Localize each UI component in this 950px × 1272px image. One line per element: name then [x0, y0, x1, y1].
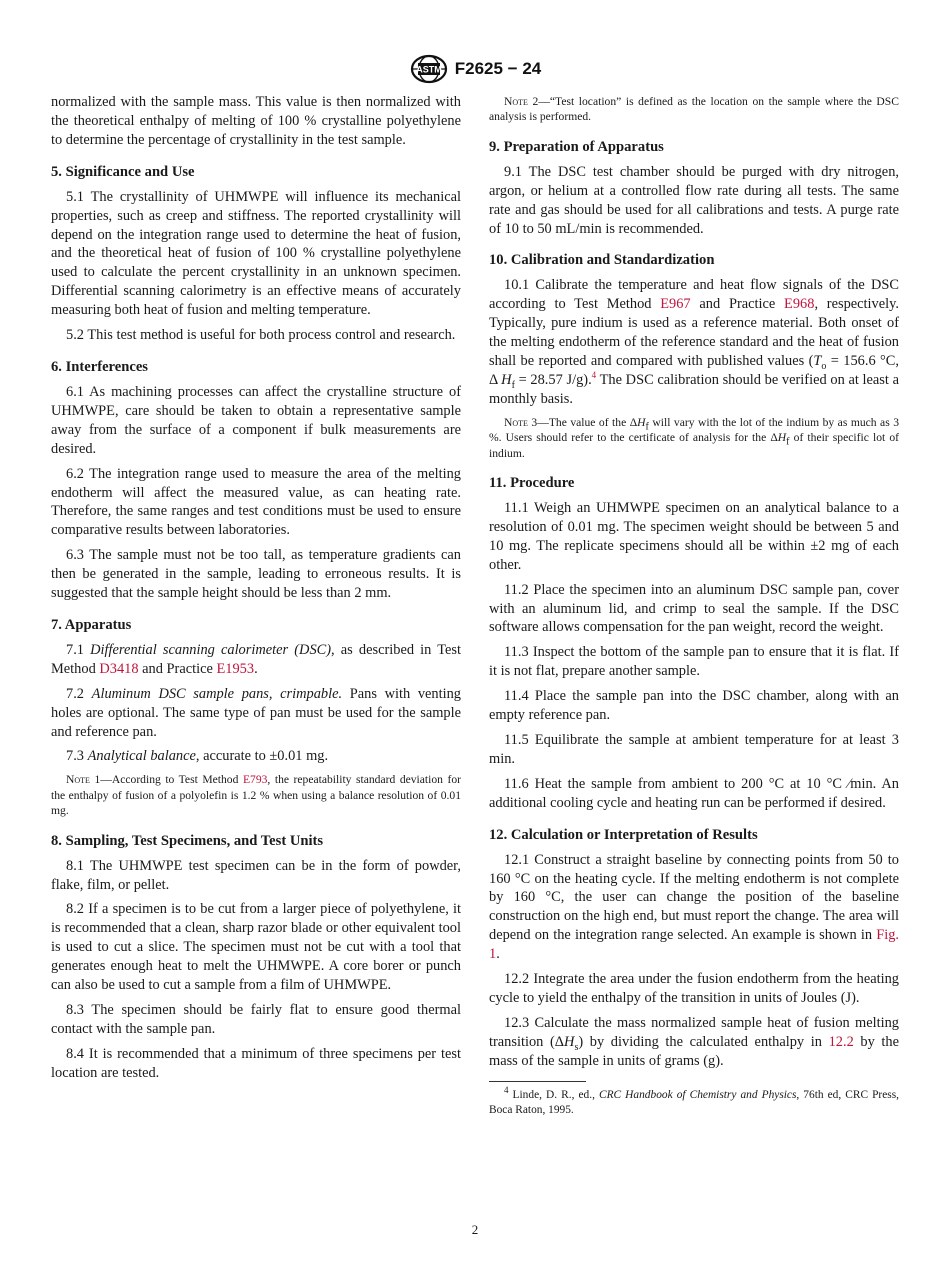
- intro-paragraph: normalized with the sample mass. This value is then normalized with the theoretical enthalpy of melting of 100 % crystalline polyethylene to determine the percentage of crystallinity in the test sample.: [51, 94, 461, 148]
- note-2: Note 2—“Test location” is defined as the location on the sample where the DSC analysis is performed.: [489, 95, 899, 124]
- astm-logo-icon: [409, 54, 449, 84]
- paragraph-8-4: 8.4 It is recommended that a minimum of three specimens per test location are tested.: [51, 1045, 461, 1081]
- paragraph-5-2: 5.2 This test method is useful for both process control and research.: [66, 327, 456, 344]
- paragraph-11-3: 11.3 Inspect the bottom of the sample pan to ensure that it is flat. If it is not flat, prepare another sample.: [489, 644, 899, 680]
- ref-e967-link[interactable]: E967: [660, 296, 691, 313]
- footnote-4: $^4$ Linde, D. R., ed., CRC Handbook of Chemistry and Physics, 76th ed, CRC Press, Boca Raton, 1995.: [489, 1084, 899, 1116]
- paragraph-6-2: 6.2 The integration range used to measure the area of the melting endotherm will affect the measured value, as can heating rate. Therefore, the same ranges and test conditions must be used to ensure comparative results between laboratories.: [51, 465, 461, 539]
- paragraph-10-1: 10.1 Calibrate the temperature and heat flow signals of the DSC according to Test Method E967 and Practice E968, respectively. Typically, pure indium is used as a reference material. Both onset of the melting endotherm of the reference standard and the heat of fusion shall be reported and compared with published values ($T_o = 156.6$ °C, Δ $H_f = 28.57$ J/g).$^4$ The DSC calibration should be verified on at least a monthly basis.: [489, 277, 899, 407]
- section-12-heading: 12. Calculation or Interpretation of Results: [489, 826, 758, 843]
- paragraph-11-1: 11.1 Weigh an UHMWPE specimen on an analytical balance to a resolution of 0.01 mg. The specimen weight should be between 5 and 10 mg. The replicate specimens should all be within ±2 mg of each other.: [489, 500, 899, 573]
- paragraph-5-1: 5.1 The crystallinity of UHMWPE will influence its mechanical properties, such as creep and stiffness. The reported crystallinity will depend on the integration range used to determine the heat of fusion, and the theoretical heat of fusion of 100 % crystalline polyethylene used to calculate the percent crystallinity in an unknown specimen. Differential scanning calorimetry is an effective means of accurately measuring both heat of fusion and melting temperature.: [51, 188, 461, 319]
- paragraph-9-1: 9.1 The DSC test chamber should be purged with dry nitrogen, argon, or helium at a controlled flow rate during all tests. The same rate and gas should be used for all calibrations and tests. A purge rate of 10 to 50 mL/min is recommended.: [489, 163, 899, 237]
- paragraph-12-3: 12.3 Calculate the mass normalized sample heat of fusion melting transition $(\Delta H_s)$ by dividing the calculated enthalpy in 12.2 by the mass of the sample in units of grams (g).: [489, 1014, 899, 1069]
- paragraph-11-6: 11.6 Heat the sample from ambient to 200 °C at 10 °C ⁄min. An additional cooling cycle and heating run can be performed if desired.: [489, 775, 899, 811]
- footnote-divider: [489, 1081, 586, 1082]
- section-7-heading: 7. Apparatus: [51, 616, 132, 633]
- document-id: F2625 − 24: [454, 59, 542, 78]
- section-10-heading: 10. Calibration and Standardization: [489, 252, 715, 269]
- svg-text:ASTM: ASTM: [416, 64, 442, 75]
- paragraph-11-5: 11.5 Equilibrate the sample at ambient temperature for at least 3 min.: [489, 731, 899, 767]
- page-header: [0, 54, 950, 84]
- left-column: [51, 93, 461, 1089]
- paragraph-11-4: 11.4 Place the sample pan into the DSC chamber, along with an empty reference pan.: [489, 688, 899, 724]
- paragraph-8-2: 8.2 If a specimen is to be cut from a larger piece of polyethylene, it is recommended that a clean, sharp razor blade or other equivalent tool is used to cut a slice. The specimen must not be cut with a tool that generates enough heat to melt the UHMWPE. A core borer or punch can also be used to cut a sample from a film of UHMWPE.: [51, 901, 461, 994]
- paragraph-8-1: 8.1 The UHMWPE test specimen can be in the form of powder, flake, film, or pellet.: [51, 857, 461, 893]
- ref-e968-link[interactable]: E968: [784, 296, 815, 313]
- ref-12-2-link[interactable]: 12.2: [828, 1033, 854, 1050]
- ref-e1953-link[interactable]: E1953: [216, 660, 255, 677]
- paragraph-6-3: 6.3 The sample must not be too tall, as temperature gradients can then be generated in the sample, leading to erroneous results. It is suggested that the sample height should be less than 2 mm.: [51, 547, 461, 602]
- section-5-heading: 5. Significance and Use: [51, 163, 195, 180]
- section-11-heading: 11. Procedure: [489, 475, 575, 491]
- section-8-heading: 8. Sampling, Test Specimens, and Test Units: [51, 832, 324, 849]
- paragraph-8-3: 8.3 The specimen should be fairly flat to ensure good thermal contact with the sample pan.: [51, 1001, 461, 1037]
- footnote-4-link[interactable]: 4: [591, 370, 597, 381]
- note-1: Note 1—According to Test Method E793, the repeatability standard deviation for the enthalpy of fusion of a polyolefin is 1.2 % when using a balance resolution of 0.01 mg.: [51, 773, 462, 818]
- paragraph-11-2: 11.2 Place the specimen into an aluminum DSC sample pan, cover with an aluminum lid, and crimp to seal the sample. If the DSC software allows compensation for the pan weight, record the weight.: [489, 581, 899, 636]
- note-3: Note 3—The value of the $\Delta H_f$ will vary with the lot of the indium by as much as 3 %. Users should refer to the certificate of analysis for the $\Delta H_f$ of their specific lot of indium.: [489, 415, 899, 460]
- ref-d3418-link[interactable]: D3418: [99, 660, 139, 677]
- ref-e793-link[interactable]: E793: [242, 773, 268, 787]
- paragraph-12-1: 12.1 Construct a straight baseline by connecting points from 50 to 160 °C on the heating cycle. If the melting endotherm is not complete by 160 °C, the user can change the position of the baseline construction on the high end, but must report the change. The area will depend on the integration range selected. An example is shown in Fig. 1.: [489, 851, 899, 963]
- paragraph-12-2: 12.2 Integrate the area under the fusion endotherm from the heating cycle to yield the enthalpy of the transition in units of Joules (J).: [489, 971, 899, 1006]
- paragraph-7-2: 7.2 Aluminum DSC sample pans, crimpable. Pans with venting holes are optional. The same type of pan must be used for the sample and reference pan.: [51, 685, 461, 740]
- ref-fig-1-link[interactable]: Fig. 1: [489, 927, 899, 963]
- paragraph-6-1: 6.1 As machining processes can affect the crystalline structure of UHMWPE, care should be taken to obtain a representative sample away from the surface of a component if bulk measurements are desired.: [51, 383, 461, 457]
- right-column: [489, 93, 899, 1118]
- paragraph-7-1: 7.1 Differential scanning calorimeter (DSC), as described in Test Method D3418 and Practice E1953.: [51, 641, 461, 677]
- section-9-heading: 9. Preparation of Apparatus: [489, 138, 664, 155]
- section-6-heading: 6. Interferences: [51, 358, 148, 375]
- paragraph-7-3: 7.3 Analytical balance, accurate to ±0.01 mg.: [66, 748, 329, 765]
- page-number: 2: [471, 1222, 479, 1237]
